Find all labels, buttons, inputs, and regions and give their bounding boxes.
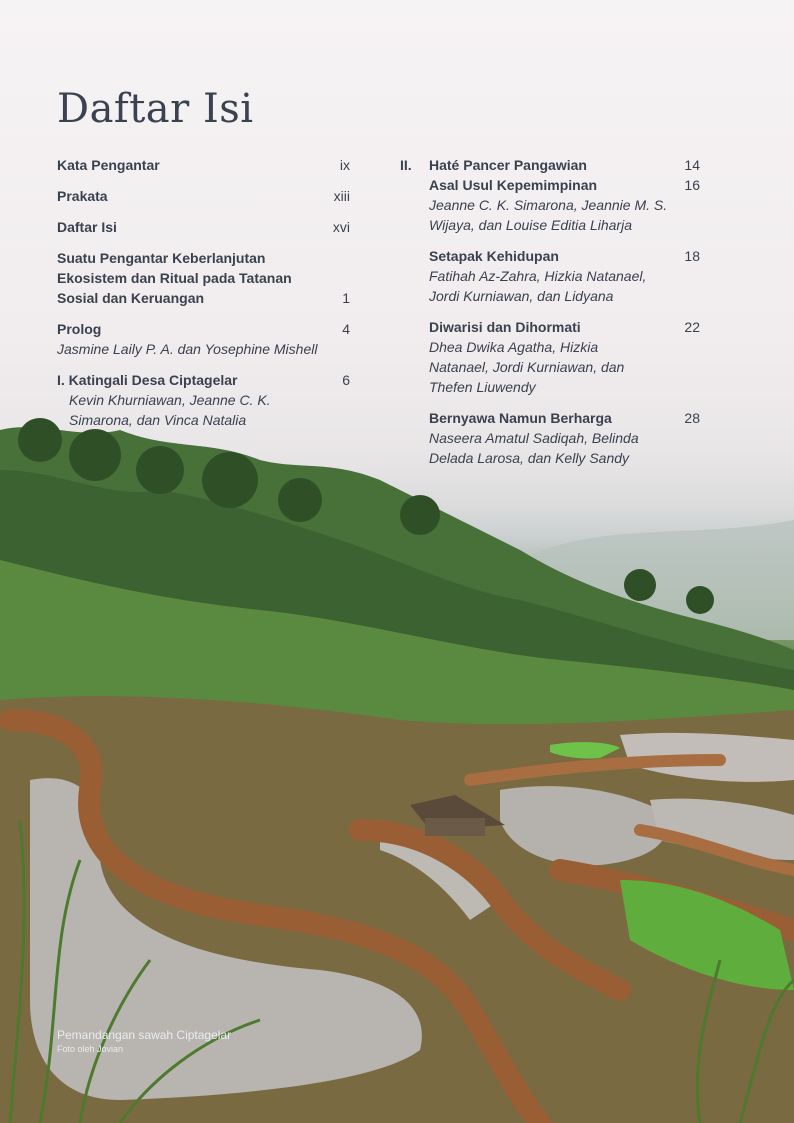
toc-entry-page: 16 [684, 177, 700, 193]
toc-entry-title: Prakata [57, 188, 108, 204]
toc-entry-authors-line: Dhea Dwika Agatha, Hizkia [429, 339, 599, 355]
toc-entry-authors: Jasmine Laily P. A. dan Yosephine Mishell [57, 341, 318, 357]
toc-entry-authors-line: Natanael, Jordi Kurniawan, dan [429, 359, 625, 375]
toc-entry-authors-line: Wijaya, dan Louise Editia Liharja [429, 217, 632, 233]
toc-right-column [400, 155, 700, 479]
toc-entry-authors-line: Fatihah Az-Zahra, Hizkia Natanael, [429, 268, 647, 284]
toc-entry-title: Asal Usul Kepemimpinan [429, 177, 598, 193]
toc-entry-authors-line: Kevin Khurniawan, Jeanne C. K. [69, 392, 271, 408]
toc-entry-title: Haté Pancer Pangawian [429, 157, 587, 173]
toc-entry-title: I. Katingali Desa Ciptagelar [57, 372, 238, 388]
photo-caption [57, 1028, 231, 1056]
toc-entry-authors-line: Jeanne C. K. Simarona, Jeannie M. S. [429, 197, 668, 213]
toc-entry[interactable] [57, 186, 350, 206]
toc-entry[interactable] [57, 319, 350, 359]
toc-entry[interactable] [57, 370, 350, 430]
photo-caption-text: Pemandangan sawah Ciptagelar [57, 1028, 232, 1042]
toc-entry-page: 4 [342, 321, 350, 337]
toc-part-entry[interactable] [400, 155, 700, 175]
toc-entry-title: Daftar Isi [57, 219, 117, 235]
toc-entry-title-line: Suatu Pengantar Keberlanjutan [57, 250, 266, 266]
toc-entry[interactable] [400, 246, 700, 306]
toc-entry-authors-line: Jordi Kurniawan, dan Lidyana [429, 288, 614, 304]
toc-entry-authors-line: Delada Larosa, dan Kelly Sandy [429, 450, 630, 466]
toc-entry-authors-line: Thefen Liuwendy [429, 379, 536, 395]
toc-entry[interactable] [400, 317, 700, 397]
toc-entry-page: 18 [684, 248, 700, 264]
toc-left-column [57, 155, 350, 441]
toc-entry-title-line: Sosial dan Keruangan [57, 290, 205, 306]
toc-entry[interactable] [400, 408, 700, 468]
toc-entry-title: Setapak Kehidupan [429, 248, 559, 264]
toc-entry[interactable] [400, 175, 700, 235]
toc-entry-title: Prolog [57, 321, 102, 337]
toc-entry-title: Diwarisi dan Dihormati [429, 319, 581, 335]
toc-part-number: II. [400, 157, 412, 173]
toc-entry-authors-line: Naseera Amatul Sadiqah, Belinda [429, 430, 639, 446]
toc-entry-title: Kata Pengantar [57, 157, 160, 173]
toc-entry-page: 6 [342, 372, 350, 388]
toc-entry-page: 1 [342, 290, 350, 306]
toc-entry[interactable] [57, 248, 350, 308]
toc-entry[interactable] [57, 217, 350, 237]
photo-credit: Foto oleh Jovian [57, 1044, 124, 1054]
toc-entry[interactable] [57, 155, 350, 175]
toc-entry-page: xiii [333, 188, 350, 204]
toc-entry-page: ix [339, 157, 350, 173]
toc-entry-page: 28 [684, 410, 700, 426]
toc-entry-page: xvi [332, 219, 350, 235]
page-title: Daftar Isi [57, 86, 254, 132]
toc-entry-title: Bernyawa Namun Berharga [429, 410, 612, 426]
toc-entry-title-line: Ekosistem dan Ritual pada Tatanan [57, 270, 292, 286]
toc-entry-authors-line: Simarona, dan Vinca Natalia [69, 412, 247, 428]
toc-entry-page: 22 [684, 319, 700, 335]
toc-entry-page: 14 [684, 157, 700, 173]
